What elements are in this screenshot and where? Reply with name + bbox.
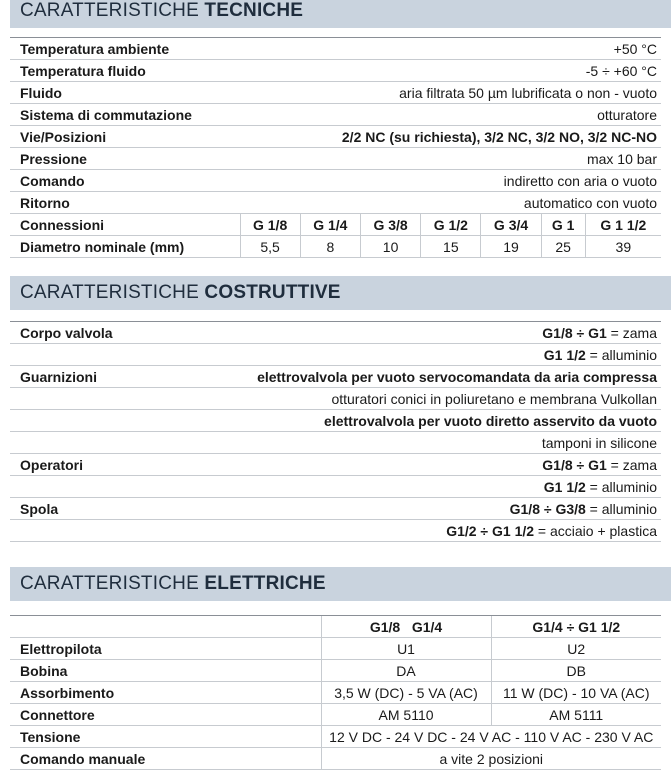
row-value [240, 344, 661, 366]
connections-row [10, 214, 661, 236]
table-row [10, 60, 661, 82]
row-label: Pressione [10, 148, 240, 170]
table-row [10, 192, 661, 214]
value-bold: G1/8 ÷ G1 [542, 456, 607, 473]
row-label: Spola [10, 498, 240, 520]
table-row: Bobina DA DB [10, 660, 661, 682]
table-row [10, 322, 661, 344]
row-value [240, 388, 661, 410]
row-value [240, 432, 661, 454]
row-value: +50 °C [240, 38, 661, 60]
section-header-tecniche [10, 0, 671, 28]
table-row [10, 170, 661, 192]
diameter-value: 25 [541, 236, 585, 258]
row-label [10, 520, 240, 542]
value-bold: elettrovalvola per vuoto servocomandata da aria compressa [257, 368, 657, 385]
section-title-light: CARATTERISTICHE [20, 282, 199, 303]
diameter-value: 15 [421, 236, 481, 258]
row-value: max 10 bar [240, 148, 661, 170]
table-row: Comando manuale a vite 2 posizioni [10, 748, 661, 770]
table-row [10, 388, 661, 410]
row-label [10, 388, 240, 410]
table-row: Elettropilota U1 U2 [10, 638, 661, 660]
comando-manuale-value: a vite 2 posizioni [321, 748, 661, 770]
section-header-costruttive [10, 276, 671, 310]
value-normal: = alluminio [585, 346, 657, 363]
col-header-large: G1/4 ÷ G1 1/2 [491, 616, 661, 638]
tech-table [10, 37, 661, 258]
row-label: Connessioni [10, 214, 240, 236]
value-normal: tamponi in silicone [541, 434, 657, 451]
value-bold: G1/8 ÷ G3/8 [509, 500, 586, 517]
table-row: Assorbimento 3,5 W (DC) - 5 VA (AC) 11 W (DC) - 10 VA (AC) [10, 682, 661, 704]
section-header-elettriche [10, 567, 671, 601]
value-bold: G1/2 ÷ G1 1/2 [446, 522, 535, 539]
value-normal: = zama [606, 456, 657, 473]
row-label: Guarnizioni [10, 366, 240, 388]
row-label: Temperatura fluido [10, 60, 240, 82]
row-label [10, 432, 240, 454]
value-bold: elettrovalvola per vuoto diretto asservito da vuoto [324, 412, 657, 429]
diameter-value: 19 [481, 236, 541, 258]
diameter-value: 10 [360, 236, 420, 258]
row-value [240, 520, 661, 542]
col-header-small: G1/8 G1/4 [321, 616, 491, 638]
row-label: Temperatura ambiente [10, 38, 240, 60]
section-title-bold: TECNICHE [204, 0, 304, 21]
table-row [10, 104, 661, 126]
section-title-light: CARATTERISTICHE [20, 0, 199, 21]
row-value: indiretto con aria o vuoto [240, 170, 661, 192]
row-value [240, 498, 661, 520]
row-value: -5 ÷ +60 °C [240, 60, 661, 82]
section-title-bold: ELETTRICHE [204, 573, 326, 594]
diameter-row [10, 236, 661, 258]
row-value: otturatore [240, 104, 661, 126]
connection-size: G 3/4 [481, 214, 541, 236]
connection-size: G 1/2 [421, 214, 481, 236]
diameter-value: 5,5 [240, 236, 300, 258]
row-label: Sistema di commutazione [10, 104, 240, 126]
row-label: Fluido [10, 82, 240, 104]
row-label [10, 410, 240, 432]
table-row [10, 82, 661, 104]
value-normal: otturatori conici in poliuretano e membrana Vulkollan [331, 390, 657, 407]
row-label: Diametro nominale (mm) [10, 236, 240, 258]
table-row [10, 126, 661, 148]
row-value: automatico con vuoto [240, 192, 661, 214]
elet-table [10, 615, 661, 770]
connection-size: G 3/8 [360, 214, 420, 236]
section-title-bold: COSTRUTTIVE [204, 282, 341, 303]
row-value [240, 366, 661, 388]
costr-table [10, 321, 661, 542]
diameter-value: 39 [585, 236, 661, 258]
value-normal: = alluminio [585, 478, 657, 495]
table-row [10, 616, 661, 638]
row-label: Comando [10, 170, 240, 192]
table-row [10, 520, 661, 542]
connection-size: G 1/8 [240, 214, 300, 236]
row-value [240, 454, 661, 476]
value-bold: G1/8 ÷ G1 [542, 324, 607, 341]
diameter-value: 8 [300, 236, 360, 258]
connection-size: G 1/4 [300, 214, 360, 236]
tensione-value: 12 V DC - 24 V DC - 24 V AC - 110 V AC - 230 V AC [321, 726, 661, 748]
row-label: Corpo valvola [10, 322, 240, 344]
row-value [240, 476, 661, 498]
table-row: Connettore AM 5110 AM 5111 [10, 704, 661, 726]
row-label [10, 344, 240, 366]
table-row [10, 366, 661, 388]
row-label [10, 476, 240, 498]
section-title-light: CARATTERISTICHE [20, 573, 199, 594]
connection-size: G 1 [541, 214, 585, 236]
row-value: 2/2 NC (su richiesta), 3/2 NC, 3/2 NO, 3/2 NC-NO [240, 126, 661, 148]
row-label: Operatori [10, 454, 240, 476]
value-normal: = zama [606, 324, 657, 341]
value-normal: = acciaio + plastica [534, 522, 657, 539]
table-row [10, 498, 661, 520]
value-normal: = alluminio [585, 500, 657, 517]
row-value [240, 322, 661, 344]
connection-size: G 1 1/2 [585, 214, 661, 236]
row-value [240, 410, 661, 432]
table-row [10, 410, 661, 432]
table-row [10, 454, 661, 476]
table-row [10, 476, 661, 498]
value-bold: G1 1/2 [543, 346, 586, 363]
row-label: Ritorno [10, 192, 240, 214]
table-row [10, 148, 661, 170]
value-bold: G1 1/2 [543, 478, 586, 495]
row-label: Vie/Posizioni [10, 126, 240, 148]
table-row: Tensione 12 V DC - 24 V DC - 24 V AC - 110 V AC - 230 V AC [10, 726, 661, 748]
table-row [10, 344, 661, 366]
table-row [10, 38, 661, 60]
row-value: aria filtrata 50 µm lubrificata o non - vuoto [240, 82, 661, 104]
table-row [10, 432, 661, 454]
